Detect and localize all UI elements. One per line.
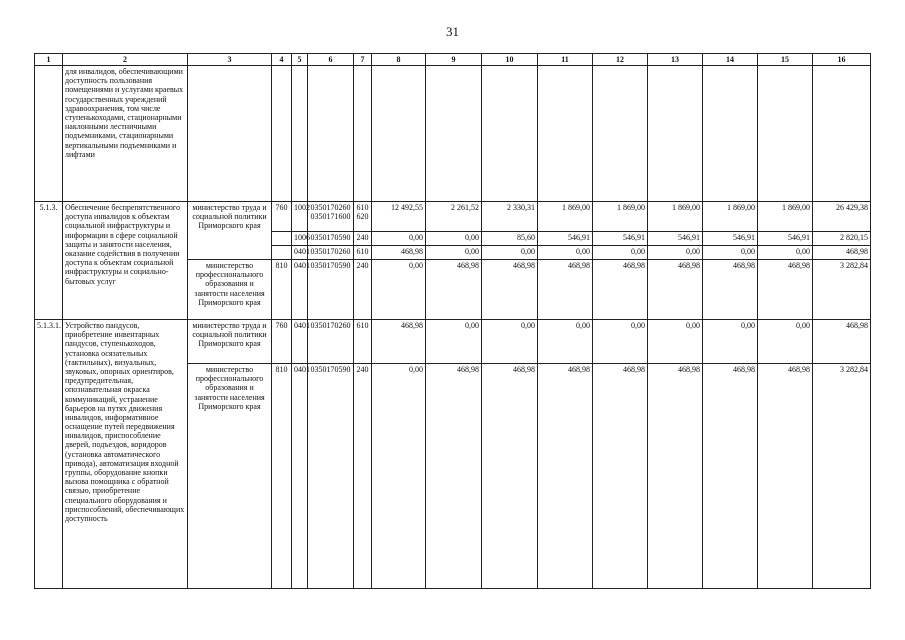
table-cell	[272, 246, 292, 260]
table-cell: 468,98	[426, 260, 482, 320]
table-cell: 468,98	[593, 364, 648, 589]
table-cell: 2 820,15	[813, 232, 871, 246]
header-row	[35, 54, 871, 66]
table-cell: 0,00	[426, 232, 482, 246]
col-header: 12	[593, 54, 648, 66]
table-cell: 468,98	[758, 260, 813, 320]
table-cell: 0,00	[482, 320, 538, 364]
table-cell: 0,00	[593, 246, 648, 260]
table-row-continuation	[35, 66, 871, 202]
table-cell: 1 869,00	[703, 202, 758, 232]
col-header: 7	[354, 54, 372, 66]
table-cell: 0,00	[482, 246, 538, 260]
table-cell: 3 282,84	[813, 364, 871, 589]
table-cell: 240	[354, 364, 372, 589]
executor: министерство профессионального образования и занятости населения Приморского края	[188, 260, 272, 320]
table-cell	[703, 66, 758, 202]
table-cell: 0,00	[648, 246, 703, 260]
col-header: 3	[188, 54, 272, 66]
table-cell: 468,98	[538, 364, 593, 589]
table-cell	[272, 232, 292, 246]
table-cell: 1 869,00	[758, 202, 813, 232]
table-cell	[372, 66, 426, 202]
table-cell: 546,91	[758, 232, 813, 246]
col-header: 2	[63, 54, 188, 66]
table-cell: 468,98	[482, 260, 538, 320]
table-cell	[354, 66, 372, 202]
table-cell: 1 869,00	[648, 202, 703, 232]
table-cell: 1 869,00	[538, 202, 593, 232]
table-cell: 0350170260 0350171600	[308, 202, 354, 232]
table-cell: 0,00	[372, 260, 426, 320]
table-cell: 0,00	[648, 320, 703, 364]
table-cell: 468,98	[813, 320, 871, 364]
col-header: 9	[426, 54, 482, 66]
table-cell: 1 869,00	[593, 202, 648, 232]
table-cell: 0,00	[372, 232, 426, 246]
table-cell	[426, 66, 482, 202]
table-cell: 0,00	[538, 246, 593, 260]
budget-table	[34, 53, 871, 589]
table-row	[35, 320, 871, 364]
executor: министерство труда и социальной политики Приморского края	[188, 202, 272, 260]
table-cell: 546,91	[538, 232, 593, 246]
table-cell: 240	[354, 260, 372, 320]
table-cell: 546,91	[648, 232, 703, 246]
table-cell: 810	[272, 260, 292, 320]
table-cell: 610 620	[354, 202, 372, 232]
table-cell	[188, 66, 272, 202]
table-cell: 1002	[292, 202, 308, 232]
table-cell: 2 261,52	[426, 202, 482, 232]
table-cell: 468,98	[372, 320, 426, 364]
table-cell: 0,00	[758, 246, 813, 260]
table-cell: 0350170590	[308, 232, 354, 246]
table-cell: 468,98	[372, 246, 426, 260]
table-cell: 1006	[292, 232, 308, 246]
page-number: 31	[446, 24, 459, 39]
table-cell	[538, 66, 593, 202]
table-cell: 0401	[292, 260, 308, 320]
measure-code: 5.1.3.1.	[35, 320, 63, 589]
table-cell: 0,00	[703, 246, 758, 260]
table-cell: 468,98	[703, 260, 758, 320]
table-cell	[35, 66, 63, 202]
table-cell: 0401	[292, 364, 308, 589]
table-cell: 610	[354, 246, 372, 260]
table-cell: 0,00	[593, 320, 648, 364]
table-cell: 0,00	[703, 320, 758, 364]
measure-name: для инвалидов, обеспечивающими доступность пользования помещениями и услугами краевых государственных учреждений здравоохранения, том числе ступенькоходами, стационарными наклонными лестничными подъемниками, стационарными вертикальными подъемниками и лифтами	[63, 66, 188, 202]
table-cell: 12 492,55	[372, 202, 426, 232]
col-header: 6	[308, 54, 354, 66]
table-cell: 468,98	[426, 364, 482, 589]
table-cell: 3 282,84	[813, 260, 871, 320]
table-cell: 0401	[292, 246, 308, 260]
table-cell: 468,98	[482, 364, 538, 589]
col-header: 8	[372, 54, 426, 66]
col-header: 10	[482, 54, 538, 66]
table-cell	[482, 66, 538, 202]
table-cell: 760	[272, 202, 292, 232]
table-cell	[758, 66, 813, 202]
executor: министерство профессионального образования и занятости населения Приморского края	[188, 364, 272, 589]
col-header: 5	[292, 54, 308, 66]
col-header: 11	[538, 54, 593, 66]
table-cell: 0,00	[758, 320, 813, 364]
table-cell: 0,00	[372, 364, 426, 589]
col-header: 16	[813, 54, 871, 66]
table-cell: 85,60	[482, 232, 538, 246]
table-cell	[292, 66, 308, 202]
table-cell	[593, 66, 648, 202]
table-cell: 810	[272, 364, 292, 589]
table-cell	[272, 66, 292, 202]
table-cell: 0,00	[426, 246, 482, 260]
col-header: 1	[35, 54, 63, 66]
table-cell	[308, 66, 354, 202]
table-cell: 240	[354, 232, 372, 246]
table-cell: 26 429,38	[813, 202, 871, 232]
table-cell: 0350170590	[308, 260, 354, 320]
col-header: 15	[758, 54, 813, 66]
table-cell: 0,00	[538, 320, 593, 364]
table-row	[35, 202, 871, 232]
executor: министерство труда и социальной политики Приморского края	[188, 320, 272, 364]
table-cell: 468,98	[648, 364, 703, 589]
col-header: 4	[272, 54, 292, 66]
table-cell: 0,00	[426, 320, 482, 364]
table-cell	[813, 66, 871, 202]
table-cell: 610	[354, 320, 372, 364]
table-cell	[648, 66, 703, 202]
table-cell: 468,98	[538, 260, 593, 320]
table-cell: 0350170260	[308, 246, 354, 260]
table-cell: 468,98	[813, 246, 871, 260]
measure-name: Устройство пандусов, приобретение инвентарных пандусов, ступенькоходов, установка осязательных (тактильных), визуальных, звуковых, опорных ориентиров, предупредительная, опознавательная окраска коммуникаций, устранение барьеров на путях движения инвалидов, информативное оснащение путей передвижения инвалидов, приспособление дверей, подъездов, коридоров (установка автоматического привода), автоматизация входной группы, оборудование кнопки вызова помощника с обратной связью, приобретение специального оборудования и приспособлений, обеспечивающих доступность	[63, 320, 188, 589]
col-header: 14	[703, 54, 758, 66]
table-cell: 760	[272, 320, 292, 364]
table-cell: 468,98	[648, 260, 703, 320]
table-cell: 0350170260	[308, 320, 354, 364]
table-cell: 2 330,31	[482, 202, 538, 232]
table-cell: 468,98	[703, 364, 758, 589]
col-header: 13	[648, 54, 703, 66]
table-cell: 546,91	[703, 232, 758, 246]
table-cell: 468,98	[758, 364, 813, 589]
table-cell: 0401	[292, 320, 308, 364]
table-cell: 0350170590	[308, 364, 354, 589]
measure-name: Обеспечение беспрепятственного доступа инвалидов к объектам социальной инфраструктуры и информации в сфере социальной защиты и занятости населения, оказание содействия в получении доступа к объектам социальной инфраструктуры и социально-бытовых услуг	[63, 202, 188, 320]
measure-code: 5.1.3.	[35, 202, 63, 320]
table-cell: 546,91	[593, 232, 648, 246]
table-cell: 468,98	[593, 260, 648, 320]
